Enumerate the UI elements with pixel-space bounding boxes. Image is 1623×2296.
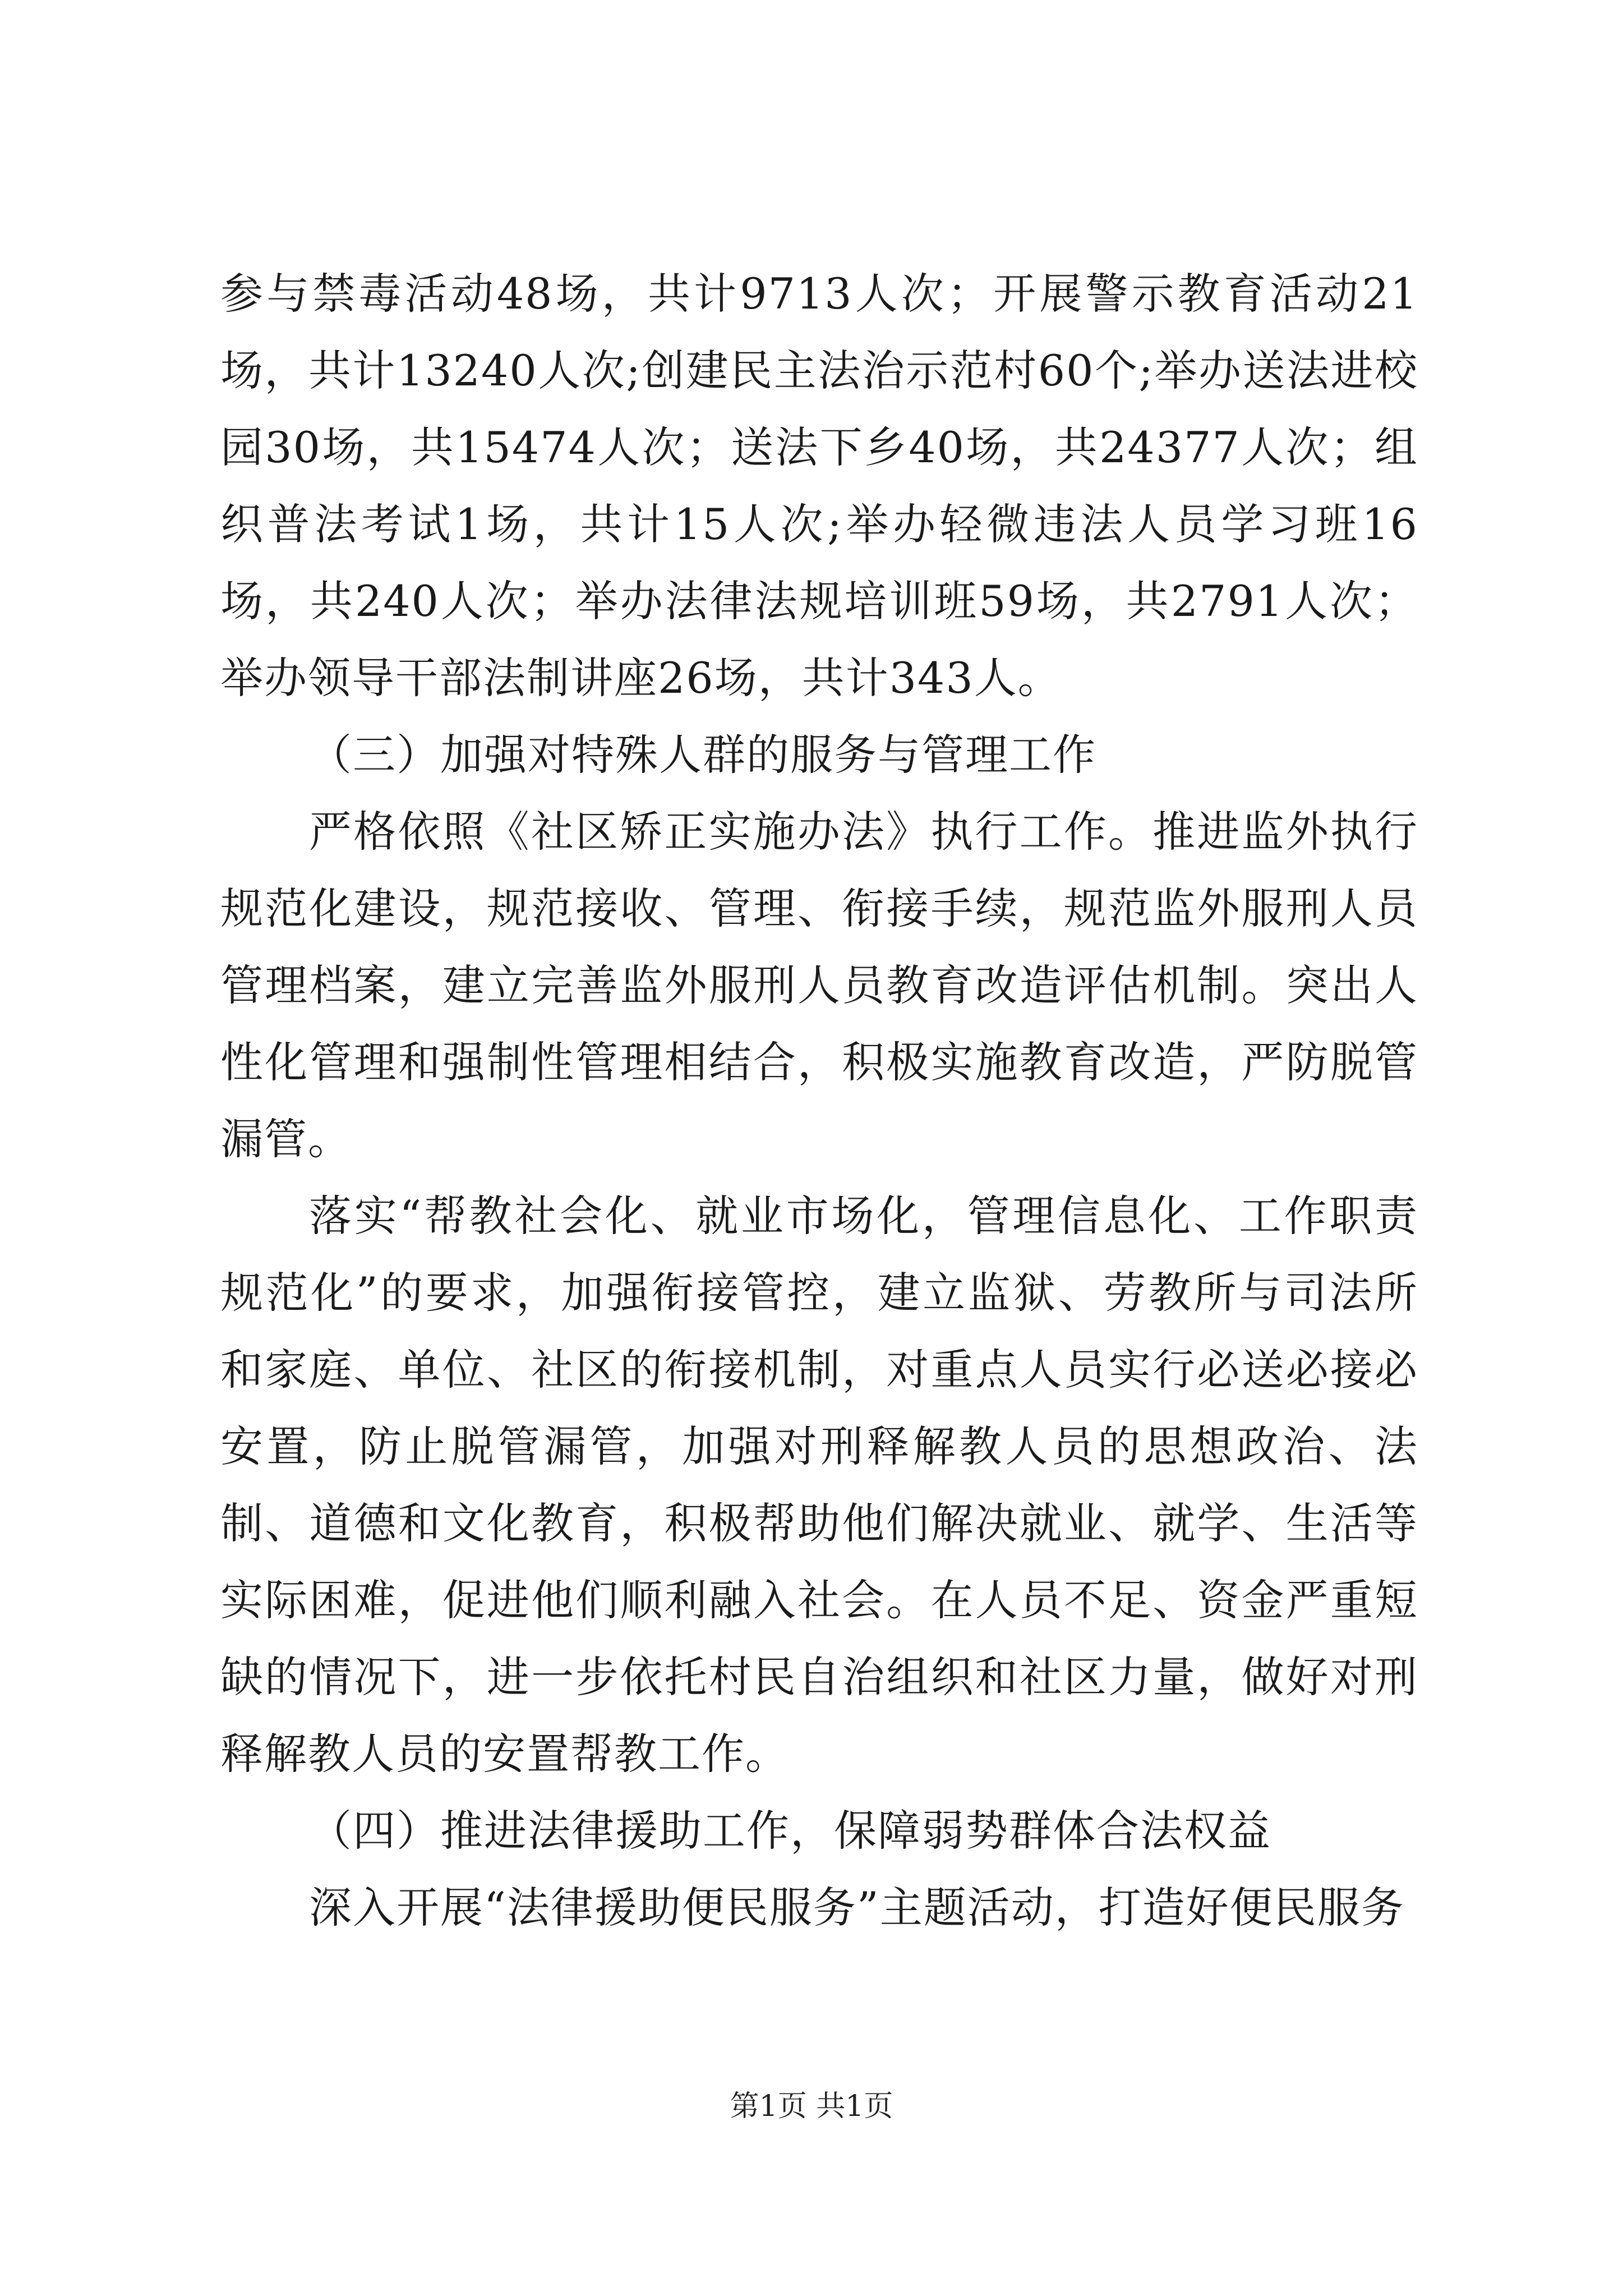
section-heading-4: （四）推进法律援助工作，保障弱势群体合法权益 xyxy=(309,1806,1271,1856)
paragraph-2: 严格依照《社区矫正实施办法》执行工作。推进监外执行规范化建设，规范接收、管理、衔接手续，规范监外服刑人员管理档案，建立完善监外服刑人员教育改造评估机制。突出人性化管理和强制性管理相结合，积极实施教育改造，严防脱管漏管。 xyxy=(220,807,1418,1164)
section-heading-3: （三）加强对特殊人群的服务与管理工作 xyxy=(309,730,1096,780)
paragraph-3: 落实“帮教社会化、就业市场化，管理信息化、工作职责规范化”的要求，加强衔接管控，建立监狱、劳教所与司法所和家庭、单位、社区的衔接机制，对重点人员实行必送必接必安置，防止脱管漏管，加强对刑释解教人员的思想政治、法制、道德和文化教育，积极帮助他们解决就业、就学、生活等实际困难，促进他们顺利融入社会。在人员不足、资金严重短缺的情况下，进一步依托村民自治组织和社区力量，做好对刑释解教人员的安置帮教工作。 xyxy=(220,1191,1418,1779)
paragraph-1: 参与禁毒活动48场，共计9713人次；开展警示教育活动21场，共计13240人次;创建民主法治示范村60个;举办送法进校园30场，共15474人次；送法下乡40场，共24377人次；组织普法考试1场，共计15人次;举办轻微违法人员学习班16场，共240人次；举办法律法规培训班59场，共2791人次；举办领导干部法制讲座26场，共计343人。 xyxy=(220,269,1418,703)
document-body xyxy=(220,255,1418,1946)
page-footer xyxy=(0,2087,1623,2126)
paragraph-4: 深入开展“法律援助便民服务”主题活动，打造好便民服务 xyxy=(309,1883,1405,1932)
page-number: 第1页 共1页 xyxy=(730,2090,893,2123)
